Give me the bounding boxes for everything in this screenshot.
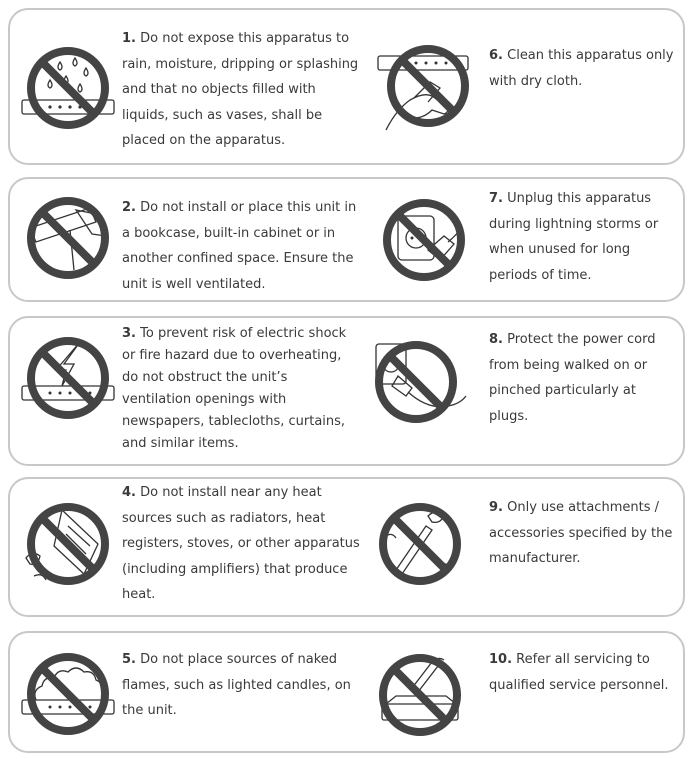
- item-description: Do not install or place this unit in a bookcase, built-in cabinet or in another confined space. Ensure the unit is well ventilated.: [122, 200, 357, 292]
- item-number: 10.: [489, 652, 513, 667]
- item-description: Do not expose this apparatus to rain, moisture, dripping or splashing and that no objects filled with liquids, such as vases, shall be placed on the apparatus.: [122, 31, 359, 148]
- item-10-text: [489, 647, 679, 698]
- servicing-icon: [372, 648, 468, 742]
- item-6-text: [489, 43, 679, 94]
- heater-icon: [20, 496, 116, 592]
- item-description: Do not install near any heat sources such as radiators, heat registers, stoves, or other apparatus (including amplifiers) that produce heat.: [122, 485, 360, 602]
- item-description: Clean this apparatus only with dry cloth.: [489, 48, 674, 89]
- item-number: 9.: [489, 500, 503, 515]
- item-number: 3.: [122, 326, 136, 341]
- bookcase-icon: [20, 190, 116, 286]
- item-5-text: [122, 647, 362, 724]
- item-number: 6.: [489, 48, 503, 63]
- item-8-text: [489, 327, 674, 429]
- item-number: 5.: [122, 652, 136, 667]
- electric-shock-icon: [20, 330, 116, 426]
- flame-icon: [20, 646, 116, 742]
- item-4-text: [122, 480, 367, 608]
- item-description: Unplug this apparatus during lightning storms or when unused for long periods of time.: [489, 191, 659, 283]
- item-1-text: [122, 26, 362, 154]
- item-description: To prevent risk of electric shock or fire hazard due to overheating, do not obstruct the unit’s ventilation openings with newspapers, tablecloths, curtains, and similar items.: [122, 326, 347, 451]
- water-drops-icon: [20, 40, 116, 136]
- item-number: 4.: [122, 485, 136, 500]
- cleaning-hand-icon: [376, 38, 476, 134]
- item-description: Refer all servicing to qualified service personnel.: [489, 652, 669, 693]
- item-number: 7.: [489, 191, 503, 206]
- item-7-text: [489, 186, 674, 288]
- item-number: 1.: [122, 31, 136, 46]
- accessories-icon: [372, 496, 468, 592]
- item-2-text: [122, 195, 367, 297]
- item-description: Do not place sources of naked flames, such as lighted candles, on the unit.: [122, 652, 351, 718]
- power-cord-icon: [370, 336, 470, 426]
- item-description: Only use attachments / accessories specified by the manufacturer.: [489, 500, 673, 566]
- item-description: Protect the power cord from being walked on or pinched particularly at plugs.: [489, 332, 656, 424]
- item-number: 2.: [122, 200, 136, 215]
- unplug-icon: [378, 194, 470, 286]
- item-9-text: [489, 495, 679, 572]
- item-number: 8.: [489, 332, 503, 347]
- item-3-text: [122, 323, 347, 455]
